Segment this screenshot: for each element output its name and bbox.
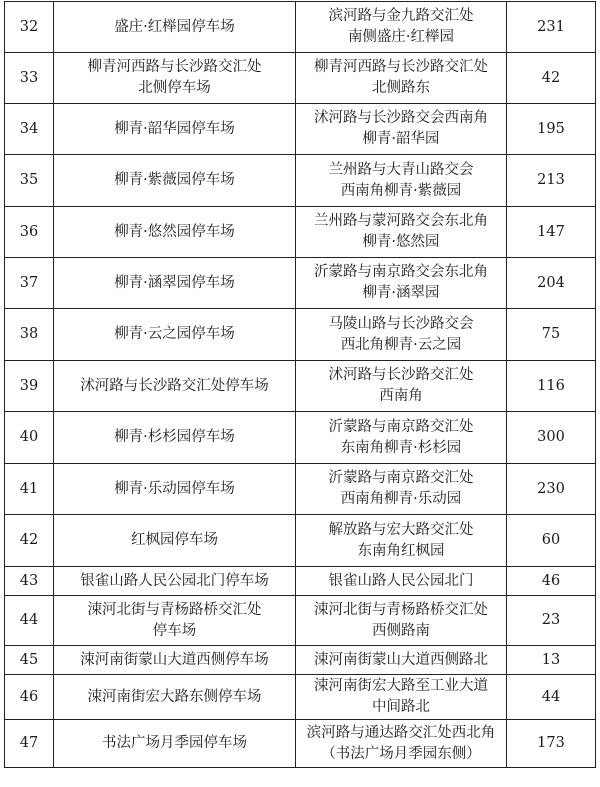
- row-number: 45: [5, 646, 54, 675]
- parking-location-line: 东南角红枫园: [357, 542, 445, 559]
- parking-location: [296, 464, 507, 515]
- table-row: [5, 464, 596, 515]
- parking-spaces: 195: [507, 104, 596, 155]
- row-number: 33: [5, 53, 54, 104]
- parking-location-line: 沂蒙路与南京路交汇处: [328, 470, 474, 486]
- parking-name-line: 涑河南街蒙山大道西侧停车场: [80, 651, 269, 668]
- parking-location-line: 西南角柳青·乐动园: [340, 491, 462, 507]
- table-row: [5, 258, 596, 309]
- parking-location-line: 兰州路与大青山路交会: [328, 161, 474, 178]
- parking-table: [4, 1, 596, 768]
- parking-name: [54, 309, 296, 361]
- parking-location: [296, 2, 507, 53]
- parking-name: [54, 646, 296, 675]
- parking-location-line: 柳青·涵翠园: [362, 285, 440, 301]
- parking-name-line: 红枫园停车场: [131, 532, 218, 548]
- parking-location: [296, 567, 507, 596]
- parking-location: [296, 104, 507, 155]
- parking-location: [296, 207, 507, 258]
- parking-location: [296, 646, 507, 675]
- parking-location-line: 柳青河西路与长沙路交汇处: [314, 59, 488, 75]
- parking-location: [296, 258, 507, 309]
- parking-spaces: 44: [507, 675, 596, 720]
- parking-spaces: 60: [507, 515, 596, 567]
- parking-location: [296, 309, 507, 361]
- parking-name-line: 沭河路与长沙路交汇处停车场: [80, 377, 269, 394]
- parking-name-line: 柳青·杉杉园停车场: [114, 429, 235, 445]
- parking-location-line: 西南角柳青·紫薇园: [340, 182, 462, 199]
- row-number: 40: [5, 412, 54, 464]
- row-number: 38: [5, 309, 54, 361]
- parking-location-line: 柳青·悠然园: [362, 234, 440, 250]
- parking-location-line: 解放路与宏大路交汇处: [328, 521, 474, 538]
- parking-spaces: 46: [507, 567, 596, 596]
- parking-location-line: 沂蒙路与南京路交汇处: [328, 418, 474, 435]
- parking-location-line: 滨河路与通达路交汇处西北角: [306, 724, 496, 741]
- parking-spaces: 231: [507, 2, 596, 53]
- parking-name: [54, 104, 296, 155]
- parking-name-line: 银雀山路人民公园北门停车场: [80, 572, 269, 589]
- row-number: 34: [5, 104, 54, 155]
- parking-location: [296, 675, 507, 720]
- parking-spaces: 230: [507, 464, 596, 515]
- parking-location: [296, 412, 507, 464]
- row-number: 36: [5, 207, 54, 258]
- parking-spaces: 300: [507, 412, 596, 464]
- parking-location-line: 沭河路与长沙路交会西南角: [314, 110, 488, 126]
- table-row: [5, 646, 596, 675]
- parking-name-line: 书法广场月季园停车场: [102, 735, 247, 751]
- parking-location-line: 西南角: [379, 388, 423, 404]
- parking-location-line: 东南角柳青·杉杉园: [340, 439, 462, 456]
- parking-name-line: 停车场: [152, 622, 197, 639]
- table-row: [5, 412, 596, 464]
- parking-location-line: 马陵山路与长沙路交会: [328, 315, 474, 332]
- parking-name: [54, 464, 296, 515]
- row-number: 47: [5, 720, 54, 768]
- parking-name-line: 柳青·紫薇园停车场: [114, 172, 235, 188]
- parking-location: [296, 53, 507, 104]
- parking-name: [54, 258, 296, 309]
- parking-name-line: 柳青河西路与长沙路交汇处: [87, 59, 262, 75]
- row-number: 42: [5, 515, 54, 567]
- parking-name: [54, 2, 296, 53]
- parking-location-line: 柳青·韶华园: [362, 131, 440, 147]
- parking-spaces: 42: [507, 53, 596, 104]
- parking-spaces: 75: [507, 309, 596, 361]
- parking-name: [54, 53, 296, 104]
- parking-location: [296, 515, 507, 567]
- row-number: 35: [5, 155, 54, 207]
- parking-spaces: 213: [507, 155, 596, 207]
- parking-name: [54, 596, 296, 646]
- parking-location-line: 南侧盛庄·红榉园: [347, 29, 455, 45]
- parking-name-line: 柳青·乐动园停车场: [114, 480, 235, 497]
- parking-location: [296, 720, 507, 768]
- parking-name: [54, 720, 296, 768]
- parking-name-line: 柳青·韶华园停车场: [114, 120, 235, 137]
- parking-location: [296, 361, 507, 412]
- parking-location-line: 滨河路与金九路交汇处: [328, 8, 474, 24]
- parking-location-line: 兰州路与蒙河路交会东北角: [314, 213, 488, 229]
- row-number: 32: [5, 2, 54, 53]
- table-row: [5, 104, 596, 155]
- table-row: [5, 361, 596, 412]
- table-row: [5, 2, 596, 53]
- parking-spaces: 173: [507, 720, 596, 768]
- parking-spaces: 23: [507, 596, 596, 646]
- table-row: [5, 567, 596, 596]
- parking-spaces: 116: [507, 361, 596, 412]
- row-number: 41: [5, 464, 54, 515]
- row-number: 46: [5, 675, 54, 720]
- parking-name: [54, 412, 296, 464]
- parking-name-line: 柳青·悠然园停车场: [114, 223, 235, 240]
- parking-location-line: （书法广场月季园东侧）: [321, 745, 481, 762]
- parking-name: [54, 515, 296, 567]
- parking-spaces: 204: [507, 258, 596, 309]
- parking-name: [54, 675, 296, 720]
- parking-location-line: 涑河南街宏大路至工业大道: [314, 678, 488, 694]
- table-row: [5, 207, 596, 258]
- row-number: 44: [5, 596, 54, 646]
- parking-name-line: 涑河南街宏大路东侧停车场: [87, 688, 262, 705]
- parking-location-line: 沭河路与长沙路交汇处: [328, 367, 474, 383]
- parking-name: [54, 207, 296, 258]
- parking-name: [54, 361, 296, 412]
- table-row: [5, 515, 596, 567]
- parking-spaces: 147: [507, 207, 596, 258]
- parking-spaces: 13: [507, 646, 596, 675]
- table-body: [5, 2, 596, 768]
- parking-location: [296, 596, 507, 646]
- row-number: 37: [5, 258, 54, 309]
- parking-name: [54, 155, 296, 207]
- table-row: [5, 53, 596, 104]
- parking-name-line: 涑河北街与青杨路桥交汇处: [87, 601, 262, 618]
- parking-name: [54, 567, 296, 596]
- parking-name-line: 盛庄·红榉园停车场: [114, 18, 235, 35]
- table-row: [5, 309, 596, 361]
- row-number: 43: [5, 567, 54, 596]
- parking-name-line: 北侧停车场: [138, 80, 211, 96]
- parking-location-line: 西北角柳青·云之园: [340, 336, 462, 353]
- table-row: [5, 155, 596, 207]
- parking-location-line: 银雀山路人民公园北门: [328, 572, 474, 589]
- parking-location-line: 北侧路东: [372, 80, 430, 96]
- parking-location-line: 西侧路南: [372, 622, 430, 639]
- parking-name-line: 柳青·涵翠园停车场: [114, 274, 235, 291]
- parking-location-line: 中间路北: [372, 699, 430, 715]
- parking-location-line: 沂蒙路与南京路交会东北角: [314, 264, 488, 280]
- row-number: 39: [5, 361, 54, 412]
- parking-location-line: 涑河南街蒙山大道西侧路北: [314, 651, 488, 668]
- table-row: [5, 675, 596, 720]
- parking-name-line: 柳青·云之园停车场: [114, 326, 235, 342]
- parking-location-line: 涑河北街与青杨路桥交汇处: [314, 601, 488, 618]
- parking-location: [296, 155, 507, 207]
- table-row: [5, 596, 596, 646]
- table-row: [5, 720, 596, 768]
